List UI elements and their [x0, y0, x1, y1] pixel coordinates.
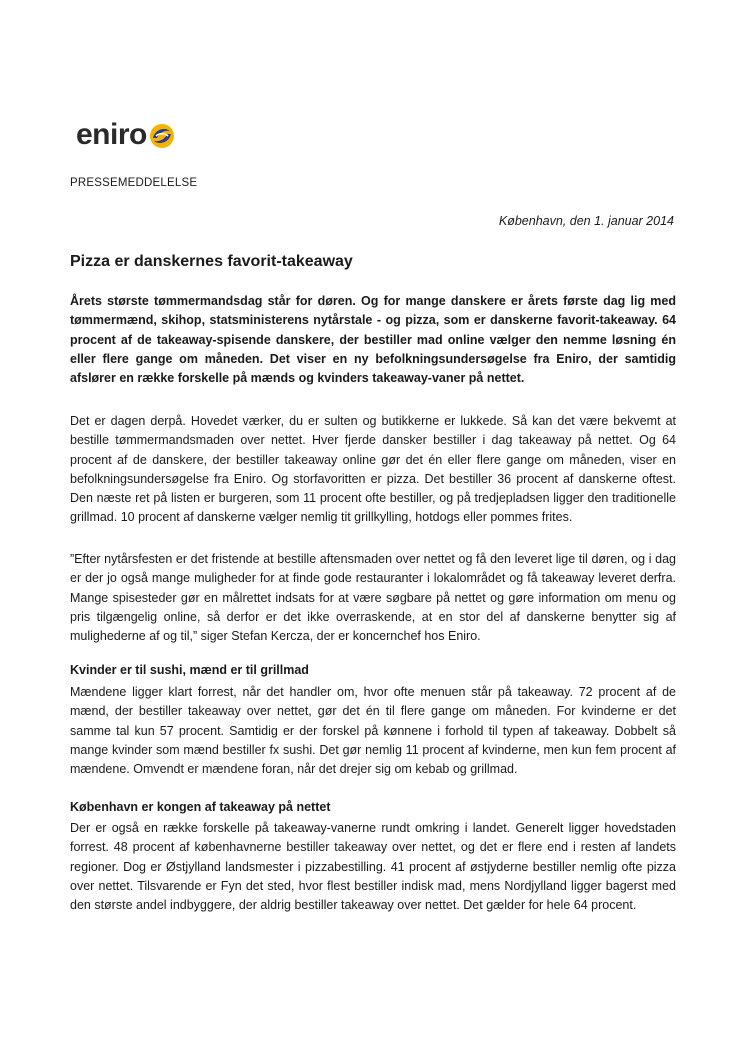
subheading-gender: Kvinder er til sushi, mænd er til grillmad [70, 663, 309, 677]
article-title: Pizza er danskernes favorit-takeaway [70, 253, 353, 270]
body-paragraph-3: Mændene ligger klart forrest, når det handler om, hvor ofte menuen står på takeaway. 72 procent af de mænd, der bestiller takeaway over nettet, gør det én til flere gange om måneden. For kvinderne er det samme tal kun 57 procent. Samtidig er der forskel på kønnene i forhold til typen af takeaway. Dobbelt så mange kvinder som mænd bestiller fx sushi. Det gør nemlig 11 procent af kvinderne, men kun fem procent af mændene. Omvendt er mændene foran, når det drejer sig om kebab og grillmad. [70, 685, 676, 777]
body-paragraph-1: Det er dagen derpå. Hovedet værker, du er sulten og butikkerne er lukkede. Så kan det være bekvemt at bestille tømmermandsmaden over nettet. Hver fjerde dansker bestiller i dag takeaway på nettet. Og 64 procent af de danskere, der bestiller takeaway online gør det én eller flere gange om måneden, viser en befolkningsundersøgelse fra Eniro. Og storfavoritten er pizza. Det bestiller 36 procent af danskerne oftest. Den næste ret på listen er burgeren, som 11 procent ofte bestiller, og på tredjepladsen ligger den traditionelle grillmad. 10 procent af danskerne vælger nemlig tit grillkylling, hotdogs eller pommes frites. [70, 414, 676, 525]
body-paragraph-4: Der er også en række forskelle på takeaway-vanerne rundt omkring i landet. Generelt ligger hovedstaden forrest. 48 procent af københavnerne bestiller takeaway over nettet, og det er flere end i resten af landets regioner. Dog er Østjylland landsmester i pizzabestilling. 41 procent af østjyderne bestiller nemlig ofte pizza over nettet. Tilsvarende er Fyn det sted, hvor flest bestiller indisk mad, mens Nordjylland ligger bagerst med den største andel indbyggere, der aldrig bestiller takeaway over nettet. Det gælder for hele 64 procent. [70, 821, 676, 913]
press-release-label: PRESSEMEDDELELSE [70, 177, 198, 189]
eniro-logo [76, 120, 175, 150]
logo-wordmark: eniro [76, 118, 147, 151]
lead-paragraph: Årets største tømmermandsdag står for døren. Og for mange danskere er årets første dag lig med tømmermænd, skihop, statsministerens nytårstale - og pizza, som er danskerne favorit-takeaway. 64 procent af de takeaway-spisende danskere, der bestiller mad online vælger den nemme løsning én eller flere gange om måneden. Det viser en ny befolkningsundersøgelse fra Eniro, der samtidig afslører en række forskelle på mænds og kvinders takeaway-vaner på nettet. [70, 294, 676, 386]
quote-paragraph: ”Efter nytårsfesten er det fristende at bestille aftensmaden over nettet og få den leveret lige til døren, og i dag er der jo også mange muligheder for at finde gode restauranter i lokalområdet og få takeaway leveret derfra. Mange spisesteder gør en målrettet indsats for at være søgbare på nettet og gøre information om menu og pris tilgængelig online, så derfor er det ikke overraskende, at en stor del af danskerne benytter sig af mulighederne af og til,” siger Stefan Kercza, der er koncernchef hos Eniro. [70, 552, 676, 644]
eniro-swirl-logo-icon [149, 123, 175, 149]
dateline: København, den 1. januar 2014 [498, 214, 674, 228]
subheading-regions: København er kongen af takeaway på nettet [70, 800, 331, 814]
